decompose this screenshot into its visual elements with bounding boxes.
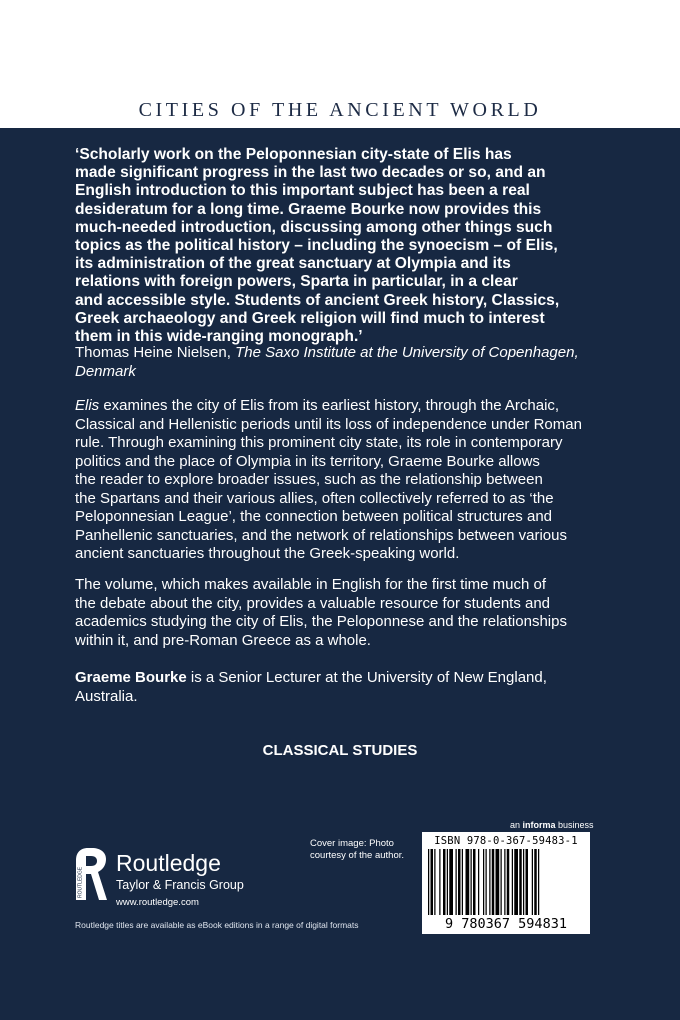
barcode-bar: [449, 849, 453, 915]
barcode-bar: [504, 849, 505, 915]
description-line: Peloponnesian League’, the connection between political structures and: [75, 508, 552, 525]
informa-prefix: an: [510, 820, 523, 830]
quote-line: made significant progress in the last two decades or so, and an: [75, 164, 546, 182]
publisher-url[interactable]: www.routledge.com: [116, 897, 199, 908]
barcode-bar: [434, 849, 435, 915]
description-paragraph-2: [75, 576, 615, 650]
series-title: CITIES OF THE ANCIENT WORLD: [138, 99, 542, 121]
isbn-barcode: [422, 832, 590, 934]
barcode-bar: [523, 849, 524, 915]
subject-category: CLASSICAL STUDIES: [262, 742, 418, 759]
author-name: Graeme Bourke: [75, 669, 187, 686]
author-bio: [75, 669, 615, 706]
routledge-logo-icon: [74, 846, 108, 902]
informa-brand: informa: [522, 820, 556, 830]
barcode-bar: [534, 849, 537, 915]
quote-line: relations with foreign powers, Sparta in particular, in a clear: [75, 273, 518, 291]
quote-line: desideratum for a long time. Graeme Bourke now provides this: [75, 200, 542, 218]
barcode-bar: [443, 849, 446, 915]
description-line: Panhellenic sanctuaries, and the network of relationships between various: [75, 526, 567, 544]
barcode-bar: [486, 849, 487, 915]
barcode-bar: [512, 849, 513, 915]
description-line: the reader to explore broader issues, such as the relationship between: [75, 471, 543, 488]
barcode-bar: [514, 849, 518, 915]
description-line: ancient sanctuaries throughout the Greek-speaking world.: [75, 545, 460, 562]
quote-line: much-needed introduction, discussing among other things such: [75, 218, 553, 236]
back-cover-panel: [0, 128, 680, 1020]
description-line: the Spartans and their various allies, often collectively referred to as ‘the: [75, 489, 554, 507]
quote-line: Greek archaeology and Greek religion will find much to interest: [75, 309, 545, 327]
quote-author: Thomas Heine Nielsen,: [75, 344, 236, 361]
ebook-note: Routledge titles are available as eBook editions in a range of digital formats: [75, 920, 359, 930]
description-line: examines the city of Elis from its earliest history, through the Archaic,: [99, 397, 560, 414]
quote-line: English introduction to this important subject has been a real: [75, 182, 530, 200]
description-line: rule. Through examining this prominent city state, its role in contemporary: [75, 434, 563, 451]
barcode-bar: [462, 849, 463, 915]
barcode-bar: [496, 849, 500, 915]
quote-line: them in this wide-ranging monograph.’: [75, 328, 363, 346]
publisher-group: Taylor & Francis Group: [116, 878, 244, 892]
description-line: within it, and pre-Roman Greece as a whole.: [75, 631, 371, 649]
description-line: The volume, which makes available in English for the first time much of: [75, 576, 547, 593]
routledge-logo-lettering: ROUTLEDGE: [77, 866, 84, 898]
cover-image-credit: [310, 838, 410, 862]
cover-credit-line: courtesy of the author.: [310, 850, 405, 861]
quote-affiliation: The Saxo Institute at the University of Copenhagen,: [235, 344, 579, 361]
barcode-bar: [428, 849, 429, 915]
barcode-bar: [501, 849, 502, 915]
barcode-bar: [447, 849, 448, 915]
barcode-bar: [478, 849, 479, 915]
barcode-bar: [458, 849, 461, 915]
quote-line: ‘Scholarly work on the Peloponnesian city-state of Elis has: [75, 146, 512, 163]
barcode-bar: [483, 849, 484, 915]
barcode-bar: [519, 849, 522, 915]
quote-line: its administration of the great sanctuary at Olympia and its: [75, 255, 511, 273]
endorsement-quote: [75, 146, 615, 346]
barcode-bar: [471, 849, 472, 915]
book-title-italic: Elis: [75, 397, 100, 414]
barcode-bar: [507, 849, 510, 915]
description-paragraph-1: [75, 397, 615, 564]
quote-line: and accessible style. Students of ancient Greek history, Classics,: [75, 291, 560, 309]
publisher-block: [116, 850, 244, 909]
barcode-bar: [473, 849, 476, 915]
quote-line: topics as the political history – including the synoecism – of Elis,: [75, 237, 558, 255]
description-line: academics studying the city of Elis, the Peloponnese and the relationships: [75, 613, 567, 630]
ean-number: 9 780367 594831: [445, 916, 567, 932]
barcode-bar: [439, 849, 440, 915]
barcode-icon: [428, 849, 584, 915]
barcode-bar: [456, 849, 457, 915]
quote-attribution: [75, 344, 635, 381]
informa-suffix: business: [555, 820, 594, 830]
description-line: Classical and Hellenistic periods until its loss of independence under Roman: [75, 415, 582, 433]
barcode-bar: [526, 849, 529, 915]
author-bio-text-2: Australia.: [75, 687, 138, 705]
barcode-bar: [431, 849, 434, 915]
barcode-bar: [538, 849, 539, 915]
cover-credit-line: Cover image: Photo: [310, 838, 394, 849]
author-bio-text: is a Senior Lecturer at the University of New England,: [186, 669, 547, 686]
barcode-bar: [466, 849, 470, 915]
description-line: the debate about the city, provides a valuable resource for students and: [75, 594, 551, 612]
quote-affiliation-country: Denmark: [75, 362, 136, 380]
informa-tagline: [510, 820, 594, 830]
isbn-label: ISBN 978-0-367-59483-1: [434, 835, 578, 847]
publisher-name: Routledge: [116, 850, 221, 876]
description-line: politics and the place of Olympia in its territory, Graeme Bourke allows: [75, 452, 540, 470]
barcode-bar: [532, 849, 533, 915]
barcode-bar: [492, 849, 495, 915]
barcode-bar: [489, 849, 490, 915]
